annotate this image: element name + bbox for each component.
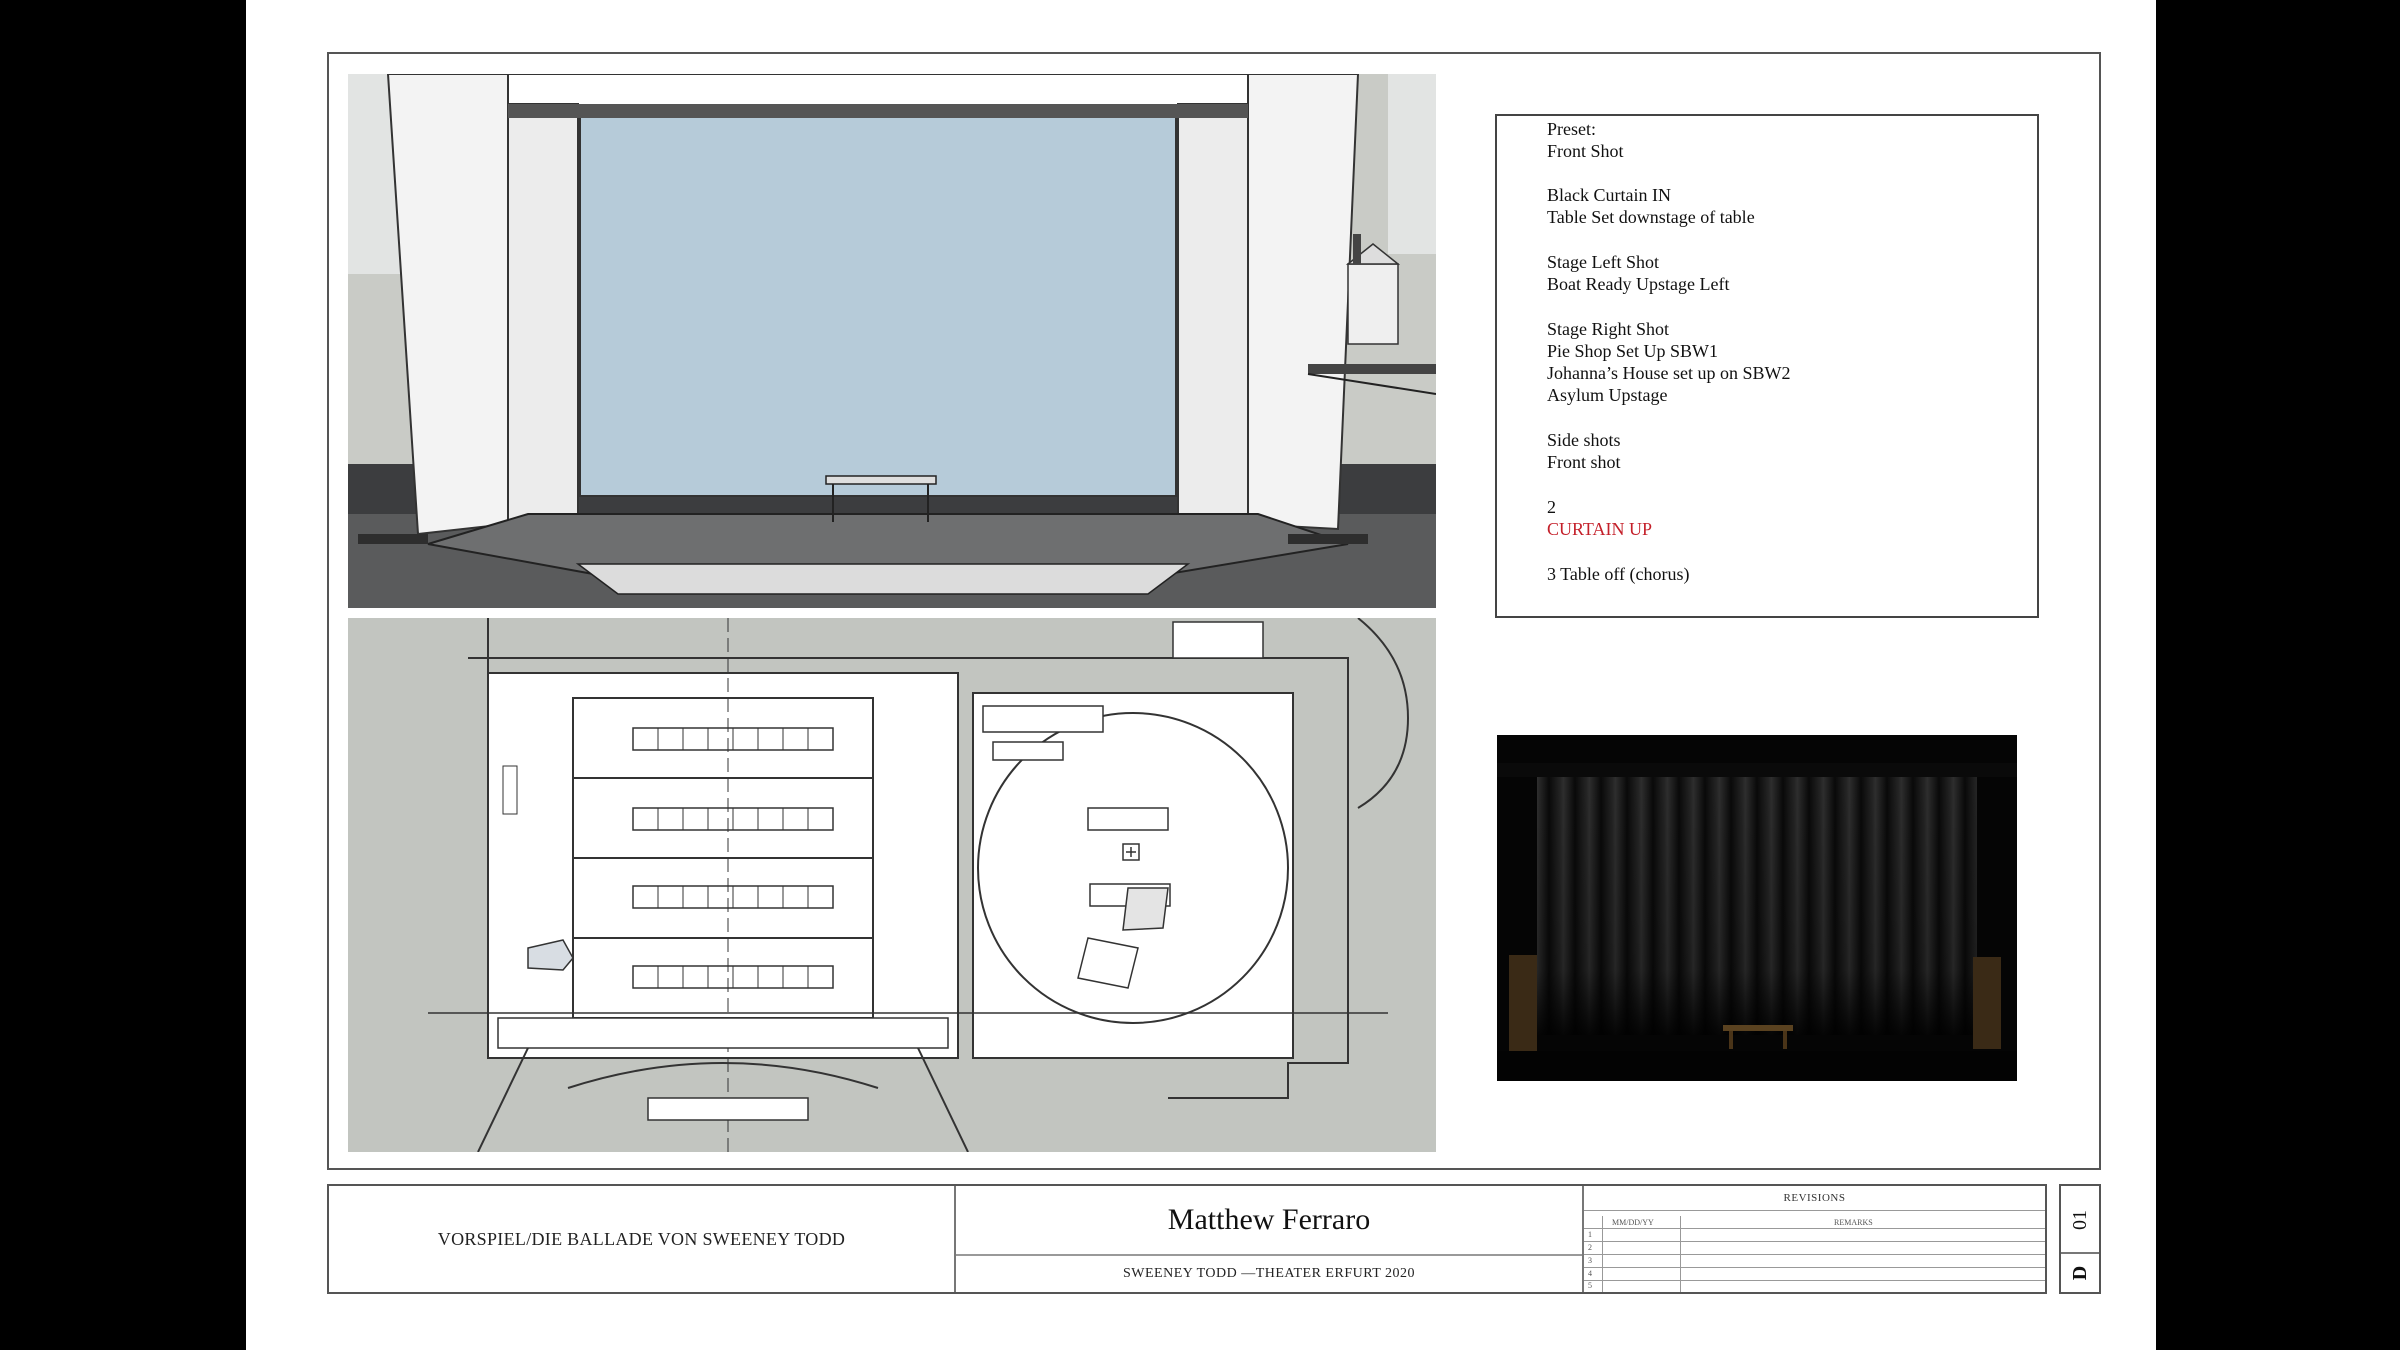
sheet-id-block (2059, 1184, 2101, 1294)
note-line: Boat Ready Upstage Left (1547, 274, 1730, 294)
stage-render-view (348, 74, 1436, 608)
designer-block (956, 1186, 1584, 1292)
ground-plan-view (348, 618, 1436, 1152)
note-line: Preset: (1547, 119, 1596, 139)
note-cue-number: 2 (1547, 497, 1556, 517)
revision-row-number: 5 (1588, 1281, 1592, 1290)
revision-row-number: 2 (1588, 1243, 1592, 1252)
revisions-table (1584, 1186, 2045, 1292)
note-line: Johanna’s House set up on SBW2 (1547, 363, 1791, 383)
note-cue-curtain-up: CURTAIN UP (1547, 519, 1652, 539)
revisions-title: REVISIONS (1783, 1192, 1846, 1204)
black-curtain-photo (1497, 735, 2017, 1081)
note-line: Asylum Upstage (1547, 385, 1668, 405)
revisions-date-header: MM/DD/YY (1612, 1218, 1654, 1227)
designer-name: Matthew Ferraro (956, 1186, 1582, 1256)
production-title: SWEENEY TODD —THEATER ERFURT 2020 (1122, 1266, 1416, 1281)
note-line: Stage Left Shot (1547, 252, 1659, 272)
note-line: 3 Table off (chorus) (1547, 564, 1690, 584)
note-line: Black Curtain IN (1547, 185, 1671, 205)
revisions-remarks-header: REMARKS (1834, 1218, 1873, 1227)
drawing-sheet (246, 0, 2156, 1350)
revision-row-number: 3 (1588, 1256, 1592, 1265)
note-line: Stage Right Shot (1547, 319, 1670, 339)
title-block (327, 1184, 2047, 1294)
note-line: Pie Shop Set Up SBW1 (1547, 341, 1719, 361)
revision-row-number: 4 (1588, 1269, 1592, 1278)
scene-title: VORSPIEL/DIE BALLADE VON SWEENEY TODD (329, 1186, 956, 1292)
sheet-number: 01 (2068, 1210, 2091, 1230)
cue-notes-box (1495, 114, 2039, 618)
note-line: Front shot (1547, 452, 1621, 472)
revision-row-number: 1 (1588, 1230, 1592, 1239)
note-line: Table Set downstage of table (1547, 207, 1755, 227)
sheet-letter: D (2068, 1265, 2091, 1281)
note-line: Side shots (1547, 430, 1621, 450)
note-line: Front Shot (1547, 141, 1624, 161)
